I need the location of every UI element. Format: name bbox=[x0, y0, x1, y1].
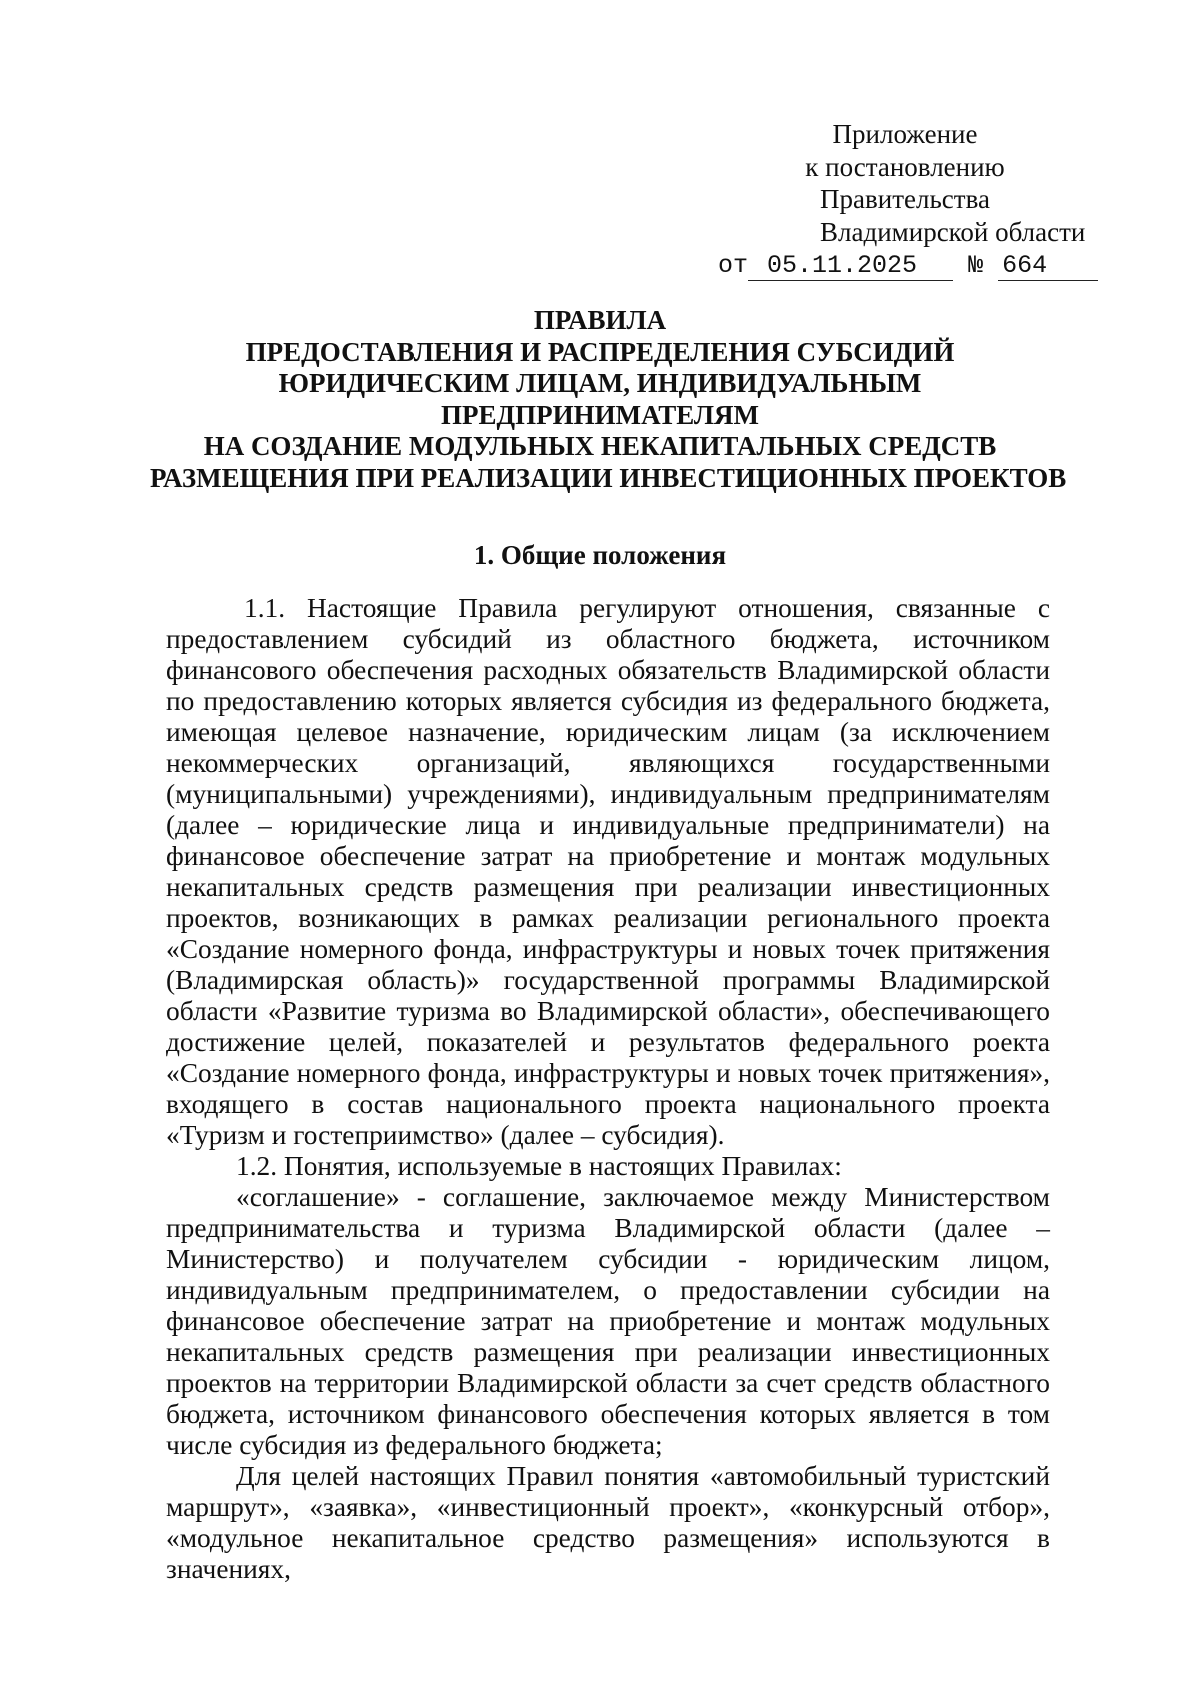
date-prefix: от bbox=[718, 251, 749, 280]
title-line-4: ПРЕДПРИНИМАТЕЛЯМ bbox=[441, 399, 759, 430]
paragraph-terms: Для целей настоящих Правил понятия «автомобильный туристский маршрут», «заявка», «инвестиционный проект», «конкурсный отбор», «модульное некапитальное средство размещения» используются в значениях, bbox=[166, 1461, 1050, 1584]
appendix-line-2: к постановлению bbox=[805, 151, 1005, 182]
title-line-2: ПРЕДОСТАВЛЕНИЯ И РАСПРЕДЕЛЕНИЯ СУБСИДИЙ bbox=[245, 336, 955, 367]
appendix-date-line bbox=[718, 250, 1138, 283]
title-line-6: РАЗМЕЩЕНИЯ ПРИ РЕАЛИЗАЦИИ ИНВЕСТИЦИОННЫХ ПРОЕКТОВ bbox=[150, 462, 1067, 493]
decree-date: 05.11.2025 bbox=[748, 253, 953, 281]
paragraph-1-2: 1.2. Понятия, используемые в настоящих Правилах: bbox=[236, 1151, 842, 1181]
document-title bbox=[150, 305, 1067, 494]
title-line-3: ЮРИДИЧЕСКИМ ЛИЦАМ, ИНДИВИДУАЛЬНЫМ bbox=[278, 368, 922, 398]
appendix-block bbox=[718, 118, 1140, 283]
decree-number: 664 bbox=[998, 253, 1098, 281]
appendix-line-3: Правительства bbox=[820, 184, 990, 214]
paragraph-agreement: «соглашение» - соглашение, заключаемое между Министерством предпринимательства и туризма Владимирской области (далее – Министерство) и получателем субсидии - юридическим лицом, индивидуальным предпринимателем, о предоставлении субсидии на финансовое обеспечение затрат на приобретение и монтаж модульных некапитальных средств размещения при реализации инвестиционных проектов на территории Владимирской области за счет средств областного бюджета, источником финансового обеспечения которых является в том числе субсидия из федерального бюджета; bbox=[166, 1182, 1050, 1460]
paragraph-1-1: 1.1. Настоящие Правила регулируют отношения, связанные с предоставлением субсидий из областного бюджета, источником финансового обеспечения расходных обязательств Владимирской области по предоставлению которых является субсидия из федерального бюджета, имеющая целевое назначение, юридическим лицам (за исключением некоммерческих организаций, являющихся государственными (муниципальными) учреждениями), индивидуальным предпринимателям (далее – юридические лица и индивидуальные предприниматели) на финансовое обеспечение затрат на приобретение и монтаж модульных некапитальных средств размещения при реализации инвестиционных проектов, возникающих в рамках реализации регионального проекта «Создание номерного фонда, инфраструктуры и новых точек притяжения (Владимирская область)» государственной программы Владимирской области «Развитие туризма во Владимирской области», обеспечивающего достижение целей, показателей и результатов федерального роекта «Создание номерного фонда, инфраструктуры и новых точек притяжения», входящего в состав национального проекта национального проекта «Туризм и гостеприимство» (далее – субсидия). bbox=[166, 593, 1050, 1150]
appendix-line-1: Приложение bbox=[832, 119, 978, 149]
appendix-line-4: Владимирской области bbox=[820, 216, 1086, 247]
title-line-5: НА СОЗДАНИЕ МОДУЛЬНЫХ НЕКАПИТАЛЬНЫХ СРЕДСТВ bbox=[203, 431, 997, 461]
section-heading: 1. Общие положения bbox=[473, 540, 727, 570]
number-sign: № bbox=[968, 251, 984, 280]
title-line-1: ПРАВИЛА bbox=[533, 305, 667, 335]
document-body bbox=[166, 593, 1050, 1585]
